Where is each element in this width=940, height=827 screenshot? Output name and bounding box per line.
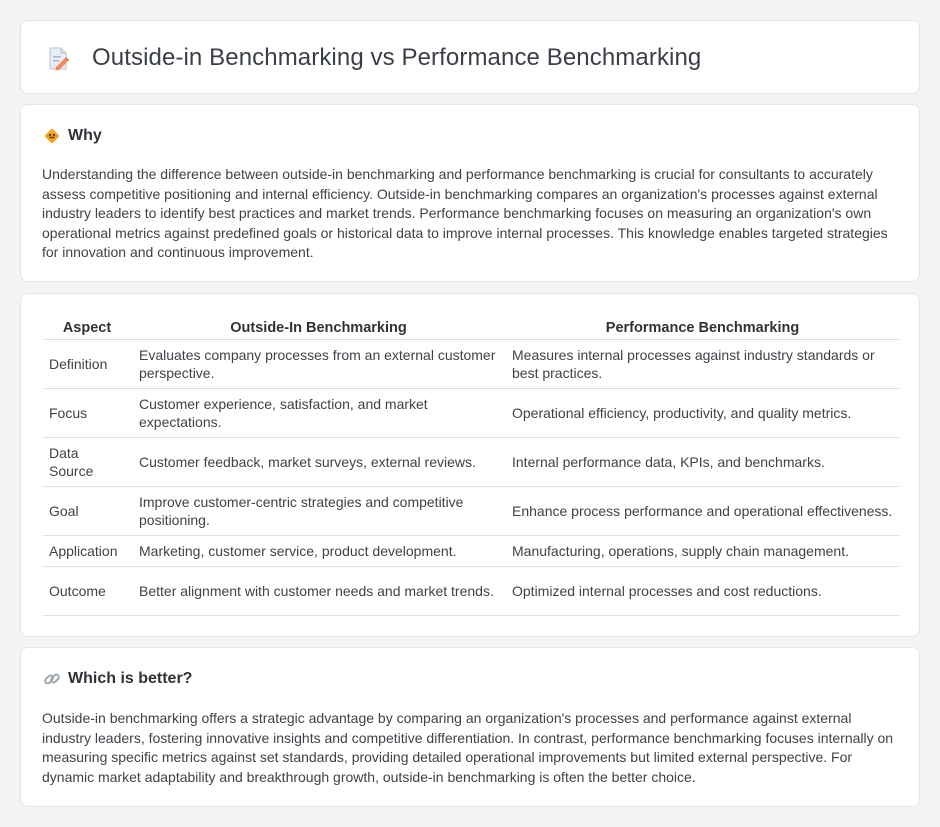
better-text: Outside-in benchmarking offers a strategic advantage by comparing an organization's processes and performance against external industry leaders, fostering innovative insights and competitive differentiation. In contrast, performance benchmarking focuses internally on measuring specific metrics against set standards, providing detailed operational improvements but limited external perspective. For dynamic market adaptability and breakthrough growth, outside-in benchmarking is often the better choice.	[42, 710, 894, 785]
why-text: Understanding the difference between outside-in benchmarking and performance benchmarking is crucial for consultants to accurately assess competitive positioning and internal efficiency. Outside-in benchmarking compares an organization's processes against external industry leaders to identify best practices and market trends. Performance benchmarking focuses on measuring an organization's own operational metrics against predefined goals or historical data to improve internal processes. This knowledge enables targeted strategies for innovation and continuous improvement.	[42, 166, 888, 261]
row-performance: Enhance process performance and operational effectiveness.	[506, 486, 899, 535]
row-outside-in: Marketing, customer service, product development.	[131, 535, 506, 566]
row-outside-in: Customer feedback, market surveys, external reviews.	[131, 437, 506, 486]
row-performance: Measures internal processes against industry standards or best practices.	[506, 339, 899, 388]
table-row	[43, 566, 899, 615]
row-aspect: Data Source	[43, 437, 131, 486]
comparison-table	[43, 314, 899, 616]
why-heading	[43, 127, 102, 145]
better-title: Which is better?	[68, 670, 193, 687]
row-aspect: Focus	[43, 388, 131, 437]
diamond-sign-icon	[43, 127, 61, 145]
table-row	[43, 388, 899, 437]
table-row	[43, 437, 899, 486]
header-outside-in: Outside-In Benchmarking	[131, 314, 506, 339]
title-card	[20, 20, 920, 94]
table-row	[43, 535, 899, 566]
table-header-row	[43, 314, 899, 339]
row-aspect: Definition	[43, 339, 131, 388]
row-outside-in: Better alignment with customer needs and market trends.	[131, 566, 506, 615]
row-outside-in: Improve customer-centric strategies and competitive positioning.	[131, 486, 506, 535]
table-row	[43, 339, 899, 388]
row-performance: Optimized internal processes and cost reductions.	[506, 566, 899, 615]
row-performance: Internal performance data, KPIs, and benchmarks.	[506, 437, 899, 486]
table-row	[43, 486, 899, 535]
why-section	[20, 104, 920, 282]
row-performance: Operational efficiency, productivity, and quality metrics.	[506, 388, 899, 437]
header-aspect: Aspect	[43, 314, 131, 339]
comparison-table-card	[20, 293, 920, 637]
which-is-better-section	[20, 647, 920, 807]
row-aspect: Application	[43, 535, 131, 566]
row-performance: Manufacturing, operations, supply chain management.	[506, 535, 899, 566]
row-aspect: Goal	[43, 486, 131, 535]
row-outside-in: Evaluates company processes from an external customer perspective.	[131, 339, 506, 388]
row-aspect: Outcome	[43, 566, 131, 615]
link-icon	[43, 670, 61, 688]
better-heading	[43, 670, 192, 688]
why-title: Why	[68, 127, 102, 144]
page-title: Outside-in Benchmarking vs Performance Benchmarking	[92, 44, 702, 71]
document-edit-icon	[47, 47, 69, 71]
row-outside-in: Customer experience, satisfaction, and market expectations.	[131, 388, 506, 437]
header-performance: Performance Benchmarking	[506, 314, 899, 339]
